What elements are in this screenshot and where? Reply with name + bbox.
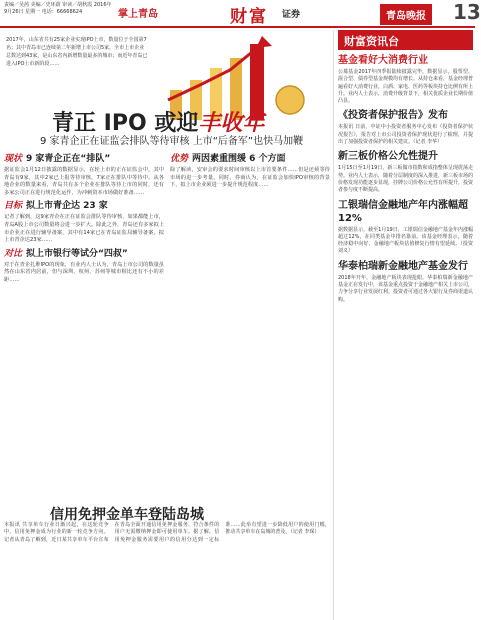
sidebar-banner: 财富资讯台 xyxy=(338,30,473,50)
app-logo[interactable]: 掌上青岛 xyxy=(118,9,158,20)
sidebar-item-body: 据数据显示，截至1月19日，工银瑞信金融地产基金年内涨幅超过12%，在同类基金中排名靠前。该基金经理表示，随着经济稳中向好，金融地产板块估值修复行情有望延续。（投资 刘义） xyxy=(338,226,473,255)
section-body: 记者了解到，这9家青企在正在证监会排队等待审核，如果都能上市，青岛A股上市公司数量将会进一步扩大。除此之外，青岛还有多家拟上市企业正在进行辅导备案，其中有14家已在青岛证监局辅导备案，拟上市青企达23家…… xyxy=(4,214,164,244)
section-subcategory: 证券 xyxy=(282,10,301,20)
sidebar-item-title: 工银瑞信金融地产年内涨幅超 12% xyxy=(338,199,468,224)
bottom-article-title: 信用免押金单车登陆岛城 xyxy=(50,507,204,523)
finance-sidebar xyxy=(333,30,473,620)
bottom-article-body: 本报讯 共享单车行业日渐兴起，在这轮竞争中，信用免押金成为行业的新一轮竞争方向。记者从青岛了解到，近日某共享单车平台宣布在青岛全面开通信用免押金服务，符合条件的用户无需缴纳押金即可使用单车。据了解，信用免押金服务需要用户的信用分达到一定标准……此举有望进一步降低用户的使用门槛，推动共享单车在岛城的普及。（记者 李琛） xyxy=(4,522,330,543)
page-header xyxy=(0,0,481,28)
page-number: 13 xyxy=(453,0,481,24)
sidebar-item-title: 新三板价格公允性提升 xyxy=(338,151,438,163)
intro-summary: 2017年，山东省共有25家企业实现IPO上市，数量位于全国第7名；其中青岛市已连续第二年新增上市公司5家，全市上市企业总数达到43家，是山东省内新增数量最多的城市；而近年青岛已进入IPO上市新阶段…… xyxy=(4,34,150,122)
sidebar-item-body: 2018年开年，金融地产板块表现抢眼。华泰柏瑞新金融地产基金正在发行中，该基金重点投资于金融地产相关上市公司，力争分享行业发展红利。投资者可通过各大银行及券商渠道认购。 xyxy=(338,274,474,303)
sidebar-item-title: 《投资者保护报告》发布 xyxy=(338,110,448,122)
sidebar-item-body: 1月15日至1月19日，新三板做市指数和成指整体呈现震荡走势。业内人士表示，随着分层制度的深入推进，新三板市场的价格发现功能逐步显现，挂牌公司价格公允性有所提升，投资者参与度不断提高。 xyxy=(338,165,474,194)
section-body: 据证监会1月12日披露的数据显示，在轮上市的正在证监会中，其中青岛有9家，其中2家已上报等待审核，7家正在排队中等待中。从各地企业的数量来看，青岛共有多个企业在排队等待上市的同时，还有多家公司正在进行规范化运作，为冲刺资本市场做好准备…… xyxy=(4,167,164,196)
section-heading: 对比 拟上市银行等试分“四叔” xyxy=(4,248,128,259)
sidebar-item-body: 本报讯 日前，中证中小投资者服务中心发布《投资者保护状况报告》，报告对上市公司投资者保护现状进行了梳理，并提出了加强投资者保护的相关建议。（记者 李华） xyxy=(338,124,473,146)
gold-coin-icon xyxy=(276,86,304,114)
main-article xyxy=(0,150,330,500)
edition-line: 责编／吴茜 美编／史环蔚 审读／胡秋霞 2016年9月26日 星期一 电话：66668624 xyxy=(4,2,112,15)
article-column-left xyxy=(4,150,164,285)
sidebar-item-title: 华泰柏瑞新金融地产基金发行 xyxy=(338,260,468,272)
section-body: 除了解读，安审会的要求时间审核以上市首要条件……但是还须等待市场的进一步考量。同时，券商认为，在证监会加快IPO审核的背景下，拟上市企业须进一步提升规范程度…… xyxy=(170,167,330,189)
headline-main: 青正 IPO 或迎 xyxy=(52,111,199,136)
sidebar-item-title: 基金看好大消费行业 xyxy=(338,55,428,66)
headline-accent: 丰收年 xyxy=(198,110,265,136)
section-category: 财富 xyxy=(230,7,268,27)
section-heading: 优势 两因素重围缓 6 个方面 xyxy=(170,154,286,164)
sub-headline: 9 家青企正在证监会排队等待审核 上市“后备军”也快马加鞭 xyxy=(40,136,304,147)
sidebar-item-body: 公募基金2017年四季报陆续披露完毕，数据显示，股票型、混合型、债券型基金规模均有增长。从持仓来看，基金经理普遍看好大消费行业，白酒、家电、医药等板块持仓比例有所上升。业内人士表示，消费升级背景下，相关优质企业长期价值凸显。 xyxy=(338,69,474,105)
section-body: 对于在青企扎堆IPO的现象，有业内人士认为，青岛上市公司的数量虽然在山东省内居前，但与深圳、杭州、苏州等城市相比还有不小的差距…… xyxy=(4,261,164,283)
newspaper-brand: 青岛晚报 xyxy=(380,4,432,25)
article-column-right xyxy=(170,150,330,190)
section-heading: 目标 拟上市青企达 23 家 xyxy=(4,201,108,212)
section-heading: 现状 9 家青企正在“排队” xyxy=(4,154,111,164)
